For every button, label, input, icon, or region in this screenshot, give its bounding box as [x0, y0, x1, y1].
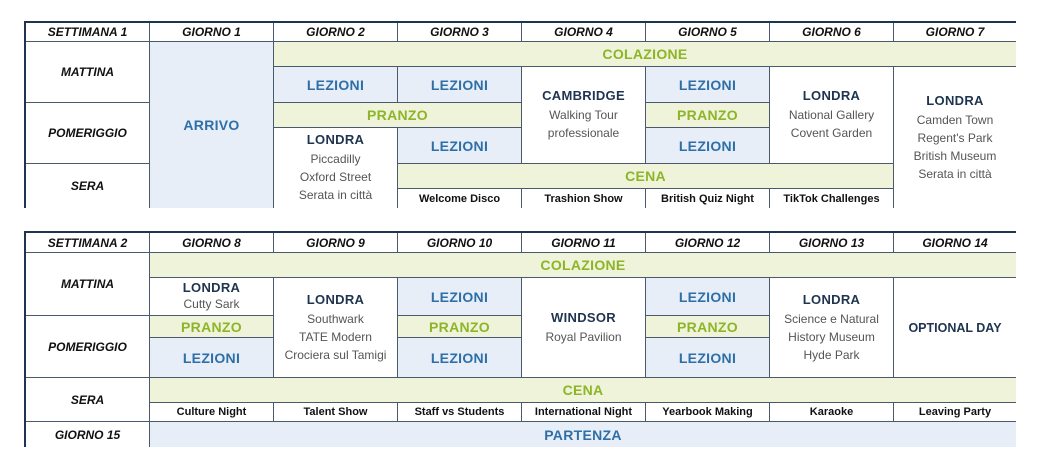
header-day-12: GIORNO 12 — [646, 233, 770, 253]
evening-activity: Yearbook Making — [646, 403, 770, 422]
lezioni-day8-pm: LEZIONI — [150, 338, 274, 378]
row-label-pomeriggio: POMERIGGIO — [26, 316, 150, 378]
excursion-line: Serata in città — [298, 188, 373, 202]
day6-excursion — [770, 67, 894, 164]
excursion-line: TATE Modern — [299, 329, 372, 344]
day7-excursion — [894, 67, 1016, 208]
day13-excursion — [770, 278, 894, 378]
excursion-line: Cutty Sark — [183, 297, 240, 311]
lezioni-day5-am: LEZIONI — [646, 67, 770, 103]
evening-activity: TikTok Challenges — [770, 189, 894, 208]
excursion-line: Crociera sul Tamigi — [284, 347, 387, 362]
header-day-7: GIORNO 7 — [894, 23, 1016, 42]
excursion-line: professionale — [547, 126, 620, 140]
lezioni-day12-am: LEZIONI — [646, 278, 770, 316]
excursion-title: LONDRA — [926, 92, 984, 108]
excursion-line: Science e Natural — [784, 311, 879, 326]
row-label-sera: SERA — [26, 164, 150, 208]
evening-activity: Staff vs Students — [398, 403, 522, 422]
evening-activity: British Quiz Night — [646, 189, 770, 208]
evening-activity: Culture Night — [150, 403, 274, 422]
cena-bar: CENA — [398, 164, 894, 189]
excursion-line: Piccadilly — [310, 152, 361, 166]
excursion-line: British Museum — [913, 148, 997, 163]
header-day-5: GIORNO 5 — [646, 23, 770, 42]
lezioni-day2: LEZIONI — [274, 67, 398, 103]
day2-afternoon-excursion — [274, 128, 398, 208]
excursion-line: National Gallery — [788, 108, 875, 122]
excursion-title: LONDRA — [306, 291, 365, 307]
row-label-giorno15: GIORNO 15 — [26, 422, 150, 447]
lezioni-day10-pm: LEZIONI — [398, 338, 522, 378]
partenza-bar: PARTENZA — [150, 422, 1016, 447]
header-day-11: GIORNO 11 — [522, 233, 646, 253]
header-day-2: GIORNO 2 — [274, 23, 398, 42]
lezioni-day5-pm: LEZIONI — [646, 128, 770, 164]
excursion-line: Walking Tour — [549, 108, 618, 122]
excursion-line: Southwark — [307, 311, 364, 326]
excursion-line: Serata in città — [918, 166, 992, 181]
excursion-title: LONDRA — [802, 291, 861, 307]
excursion-title: LONDRA — [182, 280, 241, 295]
week2-table — [24, 231, 1016, 447]
colazione-bar: COLAZIONE — [274, 42, 1016, 67]
day8-morning-excursion — [150, 278, 274, 316]
row-label-pomeriggio: POMERIGGIO — [26, 103, 150, 164]
header-day-10: GIORNO 10 — [398, 233, 522, 253]
lezioni-day12-pm: LEZIONI — [646, 338, 770, 378]
row-label-mattina: MATTINA — [26, 42, 150, 103]
colazione-bar: COLAZIONE — [150, 253, 1016, 278]
excursion-title: CAMBRIDGE — [542, 88, 625, 103]
excursion-title: LONDRA — [306, 132, 365, 147]
header-day-9: GIORNO 9 — [274, 233, 398, 253]
excursion-line: Hyde Park — [803, 347, 860, 362]
header-day-3: GIORNO 3 — [398, 23, 522, 42]
excursion-line: Oxford Street — [299, 170, 372, 184]
evening-activity: Talent Show — [274, 403, 398, 422]
pranzo-day12: PRANZO — [646, 316, 770, 338]
header-day-8: GIORNO 8 — [150, 233, 274, 253]
row-label-mattina: MATTINA — [26, 253, 150, 316]
evening-activity: Leaving Party — [894, 403, 1016, 422]
header-day-1: GIORNO 1 — [150, 23, 274, 42]
week1-table — [24, 21, 1016, 208]
week2-header-label: SETTIMANA 2 — [26, 233, 150, 253]
excursion-title: WINDSOR — [551, 309, 616, 325]
header-day-14: GIORNO 14 — [894, 233, 1016, 253]
evening-activity: Welcome Disco — [398, 189, 522, 208]
day9-excursion — [274, 278, 398, 378]
day4-excursion — [522, 67, 646, 164]
pranzo-day10: PRANZO — [398, 316, 522, 338]
excursion-line: Covent Garden — [790, 126, 873, 140]
pranzo-day5: PRANZO — [646, 103, 770, 128]
lezioni-day3-am: LEZIONI — [398, 67, 522, 103]
pranzo-day2-3: PRANZO — [274, 103, 522, 128]
evening-activity: Trashion Show — [522, 189, 646, 208]
excursion-line: History Museum — [788, 329, 875, 344]
evening-activity: Karaoke — [770, 403, 894, 422]
pranzo-day8: PRANZO — [150, 316, 274, 338]
excursion-line: Regent's Park — [917, 130, 993, 145]
optional-day-cell: OPTIONAL DAY — [894, 278, 1016, 378]
day11-excursion — [522, 278, 646, 378]
evening-activity: International Night — [522, 403, 646, 422]
excursion-title: LONDRA — [802, 88, 861, 103]
header-day-6: GIORNO 6 — [770, 23, 894, 42]
week1-header-label: SETTIMANA 1 — [26, 23, 150, 42]
header-day-13: GIORNO 13 — [770, 233, 894, 253]
header-day-4: GIORNO 4 — [522, 23, 646, 42]
lezioni-day10-am: LEZIONI — [398, 278, 522, 316]
excursion-line: Royal Pavilion — [545, 329, 622, 344]
cena-bar: CENA — [150, 378, 1016, 403]
lezioni-day3-pm: LEZIONI — [398, 128, 522, 164]
arrivo-cell: ARRIVO — [150, 42, 274, 208]
excursion-line: Camden Town — [916, 112, 994, 127]
row-label-sera: SERA — [26, 378, 150, 422]
